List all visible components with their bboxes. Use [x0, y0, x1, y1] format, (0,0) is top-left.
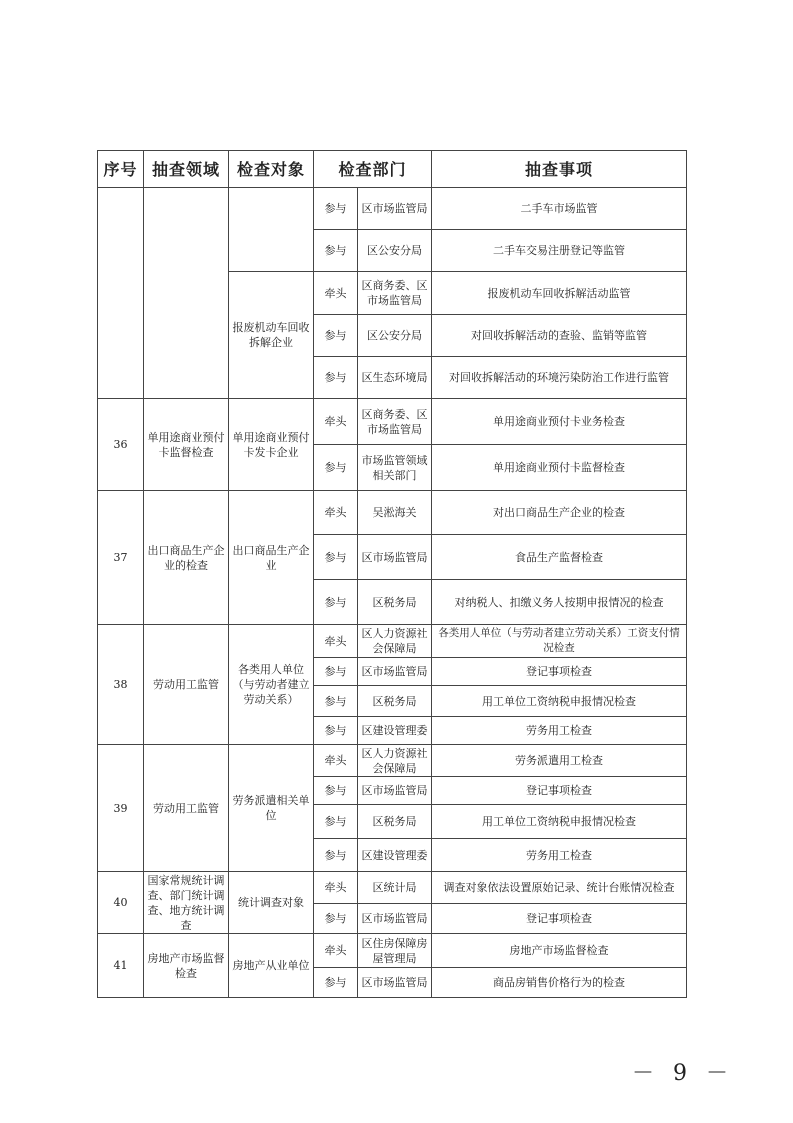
- row-item: 登记事项检查: [432, 904, 687, 934]
- row-role: 参与: [314, 357, 358, 399]
- row-target: 统计调查对象: [229, 872, 314, 934]
- row-role: 参与: [314, 580, 358, 625]
- table-row: [98, 625, 687, 658]
- row-dept: 区公安分局: [358, 315, 432, 357]
- row-item: 商品房销售价格行为的检查: [432, 968, 687, 998]
- row-field: 房地产市场监督检查: [144, 934, 229, 998]
- row-dept: 区市场监管局: [358, 777, 432, 805]
- row-role: 参与: [314, 535, 358, 580]
- row-dept: 区市场监管局: [358, 904, 432, 934]
- row-dept: 区人力资源社会保障局: [358, 625, 432, 658]
- header-row: [98, 151, 687, 188]
- row-item: 登记事项检查: [432, 777, 687, 805]
- row-role: 参与: [314, 904, 358, 934]
- row-role: 牵头: [314, 272, 358, 315]
- row-field: 劳动用工监管: [144, 625, 229, 745]
- header-item: 抽查事项: [432, 151, 687, 188]
- row-item: 各类用人单位（与劳动者建立劳动关系）工资支付情况检查: [432, 625, 687, 658]
- row-dept: 区建设管理委: [358, 717, 432, 745]
- row-role: 参与: [314, 315, 358, 357]
- row-role: 参与: [314, 658, 358, 686]
- row-dept: 区市场监管局: [358, 188, 432, 230]
- row-role: 参与: [314, 230, 358, 272]
- table-row: [98, 399, 687, 445]
- row-dept: 区统计局: [358, 872, 432, 904]
- row-role: 牵头: [314, 934, 358, 968]
- row-item: 对回收拆解活动的环境污染防治工作进行监管: [432, 357, 687, 399]
- row-item: 用工单位工资纳税申报情况检查: [432, 805, 687, 839]
- row-item: 报废机动车回收拆解活动监管: [432, 272, 687, 315]
- row-item: 劳务用工检查: [432, 839, 687, 872]
- row-role: 参与: [314, 839, 358, 872]
- row-dept: 区住房保障房屋管理局: [358, 934, 432, 968]
- row-dept: 区市场监管局: [358, 658, 432, 686]
- row-dept: 区生态环境局: [358, 357, 432, 399]
- row-target: 劳务派遣相关单位: [229, 745, 314, 872]
- table-row: [98, 491, 687, 535]
- row-dept: 区公安分局: [358, 230, 432, 272]
- row-item: 用工单位工资纳税申报情况检查: [432, 686, 687, 717]
- table-row: [98, 188, 687, 230]
- row-item: 二手车交易注册登记等监管: [432, 230, 687, 272]
- row-role: 参与: [314, 717, 358, 745]
- row-dept: 区建设管理委: [358, 839, 432, 872]
- header-no: 序号: [98, 151, 144, 188]
- row-no: 36: [98, 399, 144, 491]
- row-dept: 吴淞海关: [358, 491, 432, 535]
- row-item: 对出口商品生产企业的检查: [432, 491, 687, 535]
- row-target: 报废机动车回收拆解企业: [229, 272, 314, 399]
- row-field: 国家常规统计调查、部门统计调查、地方统计调查: [144, 872, 229, 934]
- row-item: 劳务用工检查: [432, 717, 687, 745]
- row-item: 登记事项检查: [432, 658, 687, 686]
- table-row: [98, 745, 687, 777]
- row-role: 牵头: [314, 745, 358, 777]
- row-role: 参与: [314, 777, 358, 805]
- row-dept: 区商务委、区市场监管局: [358, 272, 432, 315]
- row-item: 单用途商业预付卡业务检查: [432, 399, 687, 445]
- row-role: 参与: [314, 445, 358, 491]
- row-item: 劳务派遣用工检查: [432, 745, 687, 777]
- row-item: 房地产市场监督检查: [432, 934, 687, 968]
- row-dept: 区市场监管局: [358, 535, 432, 580]
- header-target: 检查对象: [229, 151, 314, 188]
- row-target: 各类用人单位（与劳动者建立劳动关系）: [229, 625, 314, 745]
- row-item: 对回收拆解活动的查验、监销等监管: [432, 315, 687, 357]
- row-target: 出口商品生产企业: [229, 491, 314, 625]
- row-dept: 区市场监管局: [358, 968, 432, 998]
- row-role: 参与: [314, 188, 358, 230]
- row-role: 参与: [314, 968, 358, 998]
- row-no: 41: [98, 934, 144, 998]
- row-dept: 区商务委、区市场监管局: [358, 399, 432, 445]
- row-dept: 区税务局: [358, 686, 432, 717]
- table-row: [98, 934, 687, 968]
- page-number: － 9 －: [632, 1061, 734, 1086]
- row-role: 参与: [314, 686, 358, 717]
- row-field: 劳动用工监管: [144, 745, 229, 872]
- inspection-table: [97, 150, 687, 998]
- row-field: 单用途商业预付卡监督检查: [144, 399, 229, 491]
- row-role: 参与: [314, 805, 358, 839]
- row-item: 单用途商业预付卡监督检查: [432, 445, 687, 491]
- row-target: 房地产从业单位: [229, 934, 314, 998]
- row-no: 40: [98, 872, 144, 934]
- header-field: 抽查领域: [144, 151, 229, 188]
- table-row: [98, 872, 687, 904]
- row-no: 37: [98, 491, 144, 625]
- row-role: 牵头: [314, 625, 358, 658]
- row-no: 39: [98, 745, 144, 872]
- row-dept: 区税务局: [358, 580, 432, 625]
- row-no: [98, 188, 144, 399]
- row-field: 出口商品生产企业的检查: [144, 491, 229, 625]
- header-dept: 检查部门: [314, 151, 432, 188]
- row-item: 二手车市场监管: [432, 188, 687, 230]
- row-target: [229, 188, 314, 272]
- row-dept: 区人力资源社会保障局: [358, 745, 432, 777]
- row-role: 牵头: [314, 491, 358, 535]
- row-dept: 区税务局: [358, 805, 432, 839]
- row-item: 对纳税人、扣缴义务人按期申报情况的检查: [432, 580, 687, 625]
- row-target: 单用途商业预付卡发卡企业: [229, 399, 314, 491]
- row-role: 牵头: [314, 399, 358, 445]
- row-dept: 市场监管领域相关部门: [358, 445, 432, 491]
- row-no: 38: [98, 625, 144, 745]
- row-field: [144, 188, 229, 399]
- row-item: 调查对象依法设置原始记录、统计台账情况检查: [432, 872, 687, 904]
- row-item: 食品生产监督检查: [432, 535, 687, 580]
- row-role: 牵头: [314, 872, 358, 904]
